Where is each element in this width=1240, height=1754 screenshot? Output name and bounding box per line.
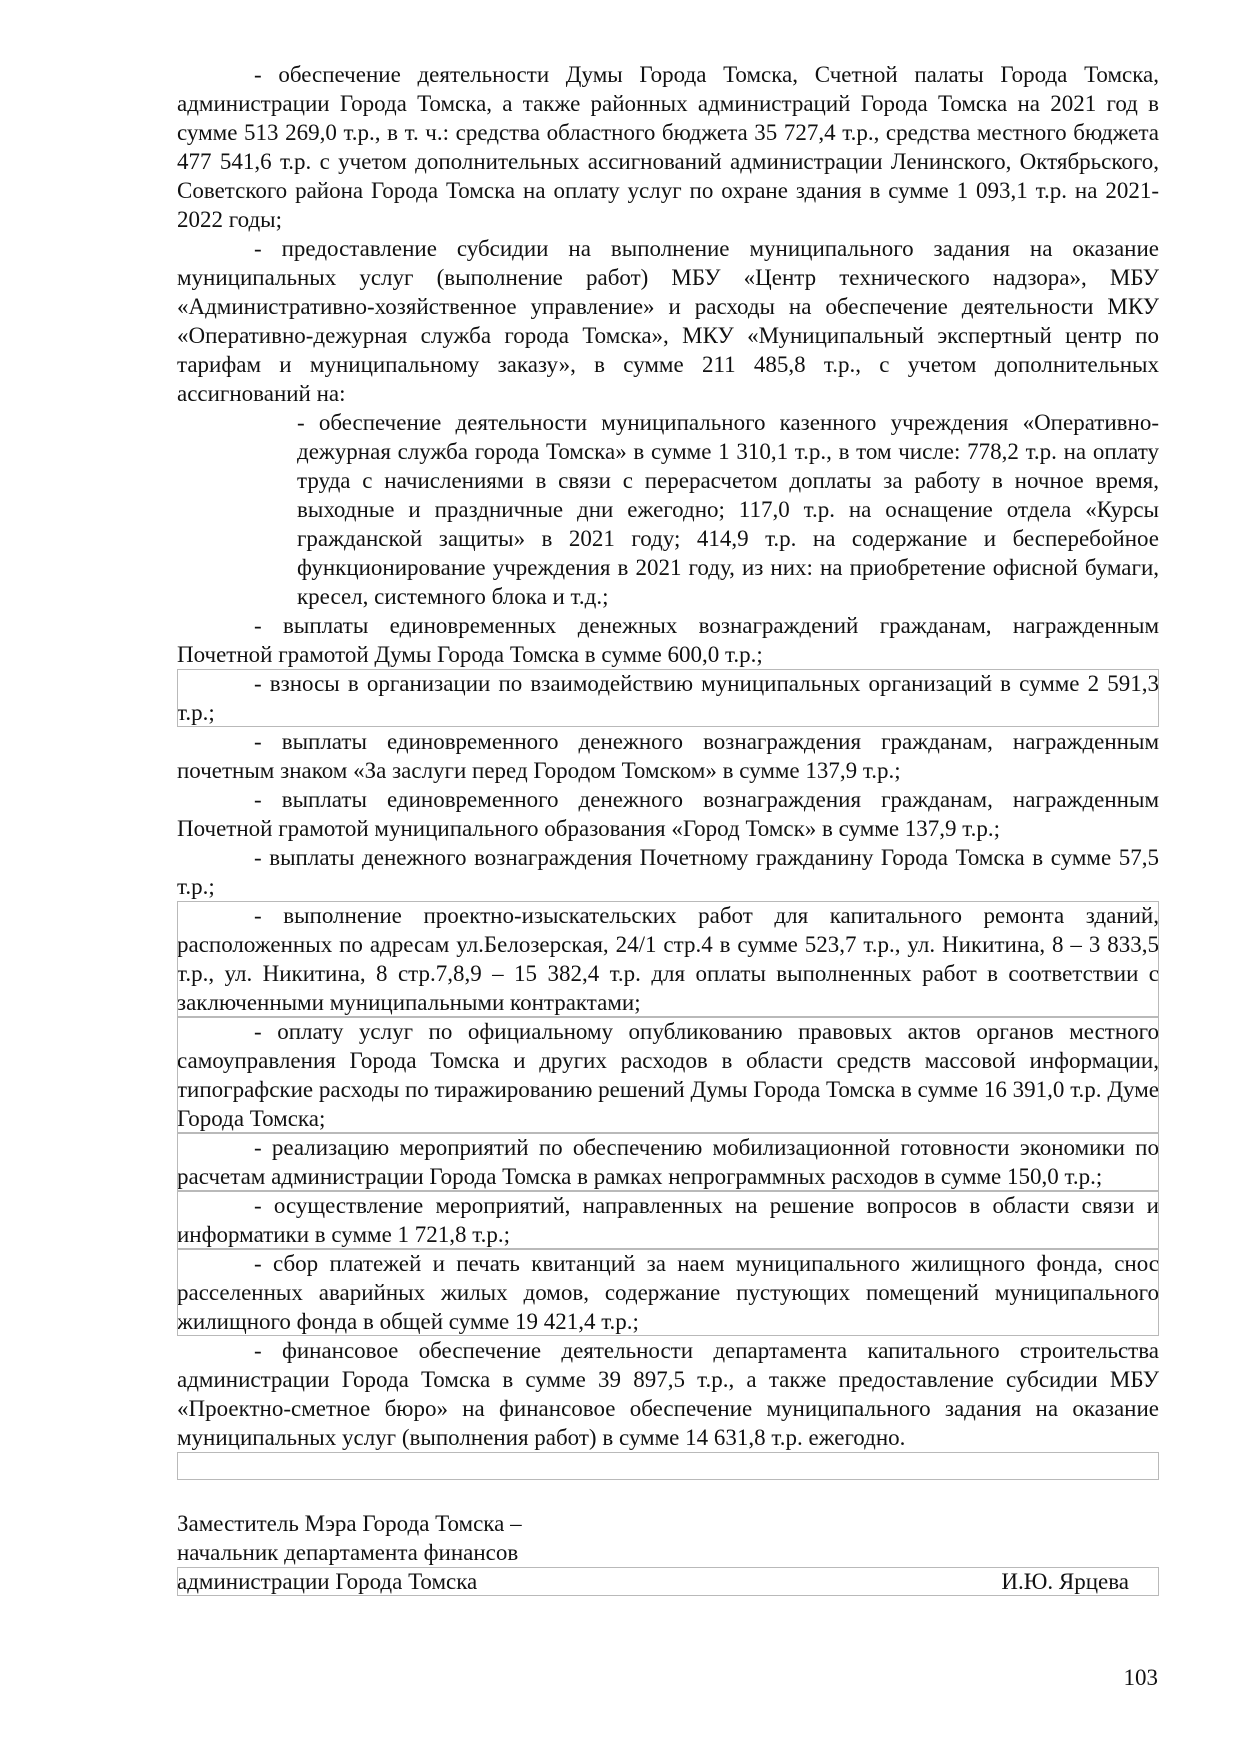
paragraph-mobilization-readiness: - реализацию мероприятий по обеспечению мобилизационной готовности экономики по расчетам администрации Города Томска в рамках непрограммных расходов в сумме 150,0 т.р.; (177, 1135, 1159, 1189)
paragraph-honorary-citizen-award: - выплаты денежного вознаграждения Почетному гражданину Города Томска в сумме 57,5 т.р.; (177, 845, 1159, 899)
paragraph-design-survey-works: - выполнение проектно-изыскательских работ для капитального ремонта зданий, расположенных по адресам ул.Белозерская, 24/1 стр.4 в сумме 523,7 т.р., ул. Никитина, 8 – 3 833,5 т.р., ул. Никитина, 8 стр.7,8,9 – 15 382,4 т.р. для оплаты выполненных работ в соответствии с заключенными муниципальными контрактами; (177, 903, 1159, 1015)
paragraph-merit-badge-awards: - выплаты единовременного денежного вознаграждения гражданам, награжденным почетным знаком «За заслуги перед Городом Томском» в сумме 137,9 т.р.; (177, 729, 1159, 783)
paragraph-admin-funding: - обеспечение деятельности Думы Города Томска, Счетной палаты Города Томска, администрации Города Томска, а также районных администраций Города Томска на 2021 год в сумме 513 269,0 т.р., в т. ч.: средства областного бюджета 35 727,4 т.р., средства местного бюджета 477 541,6 т.р. с учетом дополнительных ассигнований администрации Ленинского, Октябрьского, Советского района Города Томска на оплату услуг по охране здания в сумме 1 093,1 т.р. на 2021-2022 годы; (177, 62, 1159, 232)
signature-spacer (177, 1480, 1159, 1509)
paragraph-subsidy-municipal-task: - предоставление субсидии на выполнение муниципального задания на оказание муниципальных услуг (выполнение работ) МБУ «Центр технического надзора», МБУ «Административно-хозяйственное управление» и расходы на обеспечение деятельности МКУ «Оперативно-дежурная служба города Томска», МКУ «Муниципальный экспертный центр по тарифам и муниципальному заказу», в сумме 211 485,8 т.р., с учетом дополнительных ассигнований на: (177, 236, 1159, 406)
paragraph-duma-awards: - выплаты единовременных денежных вознаграждений гражданам, награжденным Почетной грамотой Думы Города Томска в сумме 600,0 т.р.; (177, 613, 1159, 667)
signature-position-line-3: администрации Города Томска (177, 1569, 478, 1594)
paragraph-capital-construction: - финансовое обеспечение деятельности департамента капитального строительства администрации Города Томска в сумме 39 897,5 т.р., а также предоставление субсидии МБУ «Проектно-сметное бюро» на финансовое обеспечение муниципального задания на оказание муниципальных услуг (выполнения работ) в сумме 14 631,8 т.р. ежегодно. (177, 1338, 1159, 1450)
subparagraph-duty-service: - обеспечение деятельности муниципального казенного учреждения «Оперативно-дежурная служба города Томска» в сумме 1 310,1 т.р., в том числе: 778,2 т.р. на оплату труда с начислениями в связи с перерасчетом доплаты за работу в ночное время, выходные и праздничные дни ежегодно; 117,0 т.р. на оснащение отдела «Курсы гражданской защиты» в 2021 году; 414,9 т.р. на содержание и бесперебойное функционирование учреждения в 2021 году, из них: на приобретение офисной бумаги, кресел, системного блока и т.д.; (297, 410, 1159, 609)
document-body (177, 60, 1159, 1596)
paragraph-communications-informatics: - осуществление мероприятий, направленных на решение вопросов в области связи и информатики в сумме 1 721,8 т.р.; (177, 1193, 1159, 1247)
signatory-name: И.Ю. Ярцева (1001, 1569, 1129, 1594)
paragraph-municipal-organizations-fees: - взносы в организации по взаимодействию муниципальных организаций в сумме 2 591,3 т.р.; (177, 671, 1159, 725)
paragraph-official-publication: - оплату услуг по официальному опубликованию правовых актов органов местного самоуправления Города Томска и других расходов в области средств массовой информации, типографские расходы по тиражированию решений Думы Города Томска в сумме 16 391,0 т.р. Думе Города Томска; (177, 1019, 1159, 1131)
signature-position-line-2: начальник департамента финансов (177, 1540, 519, 1565)
paragraph-honor-certificate-awards: - выплаты единовременного денежного вознаграждения гражданам, награжденным Почетной грамотой муниципального образования «Город Томск» в сумме 137,9 т.р.; (177, 787, 1159, 841)
signature-position-line-1: Заместитель Мэра Города Томска – (177, 1511, 522, 1536)
empty-table-row (177, 1452, 1159, 1480)
signature-block (177, 1509, 1159, 1596)
page-number: 103 (1123, 1665, 1158, 1690)
signature-final-row (177, 1567, 1159, 1596)
paragraph-housing-fund: - сбор платежей и печать квитанций за наем муниципального жилищного фонда, снос расселенных аварийных жилых домов, содержание пустующих помещений муниципального жилищного фонда в общей сумме 19 421,4 т.р.; (177, 1251, 1159, 1334)
